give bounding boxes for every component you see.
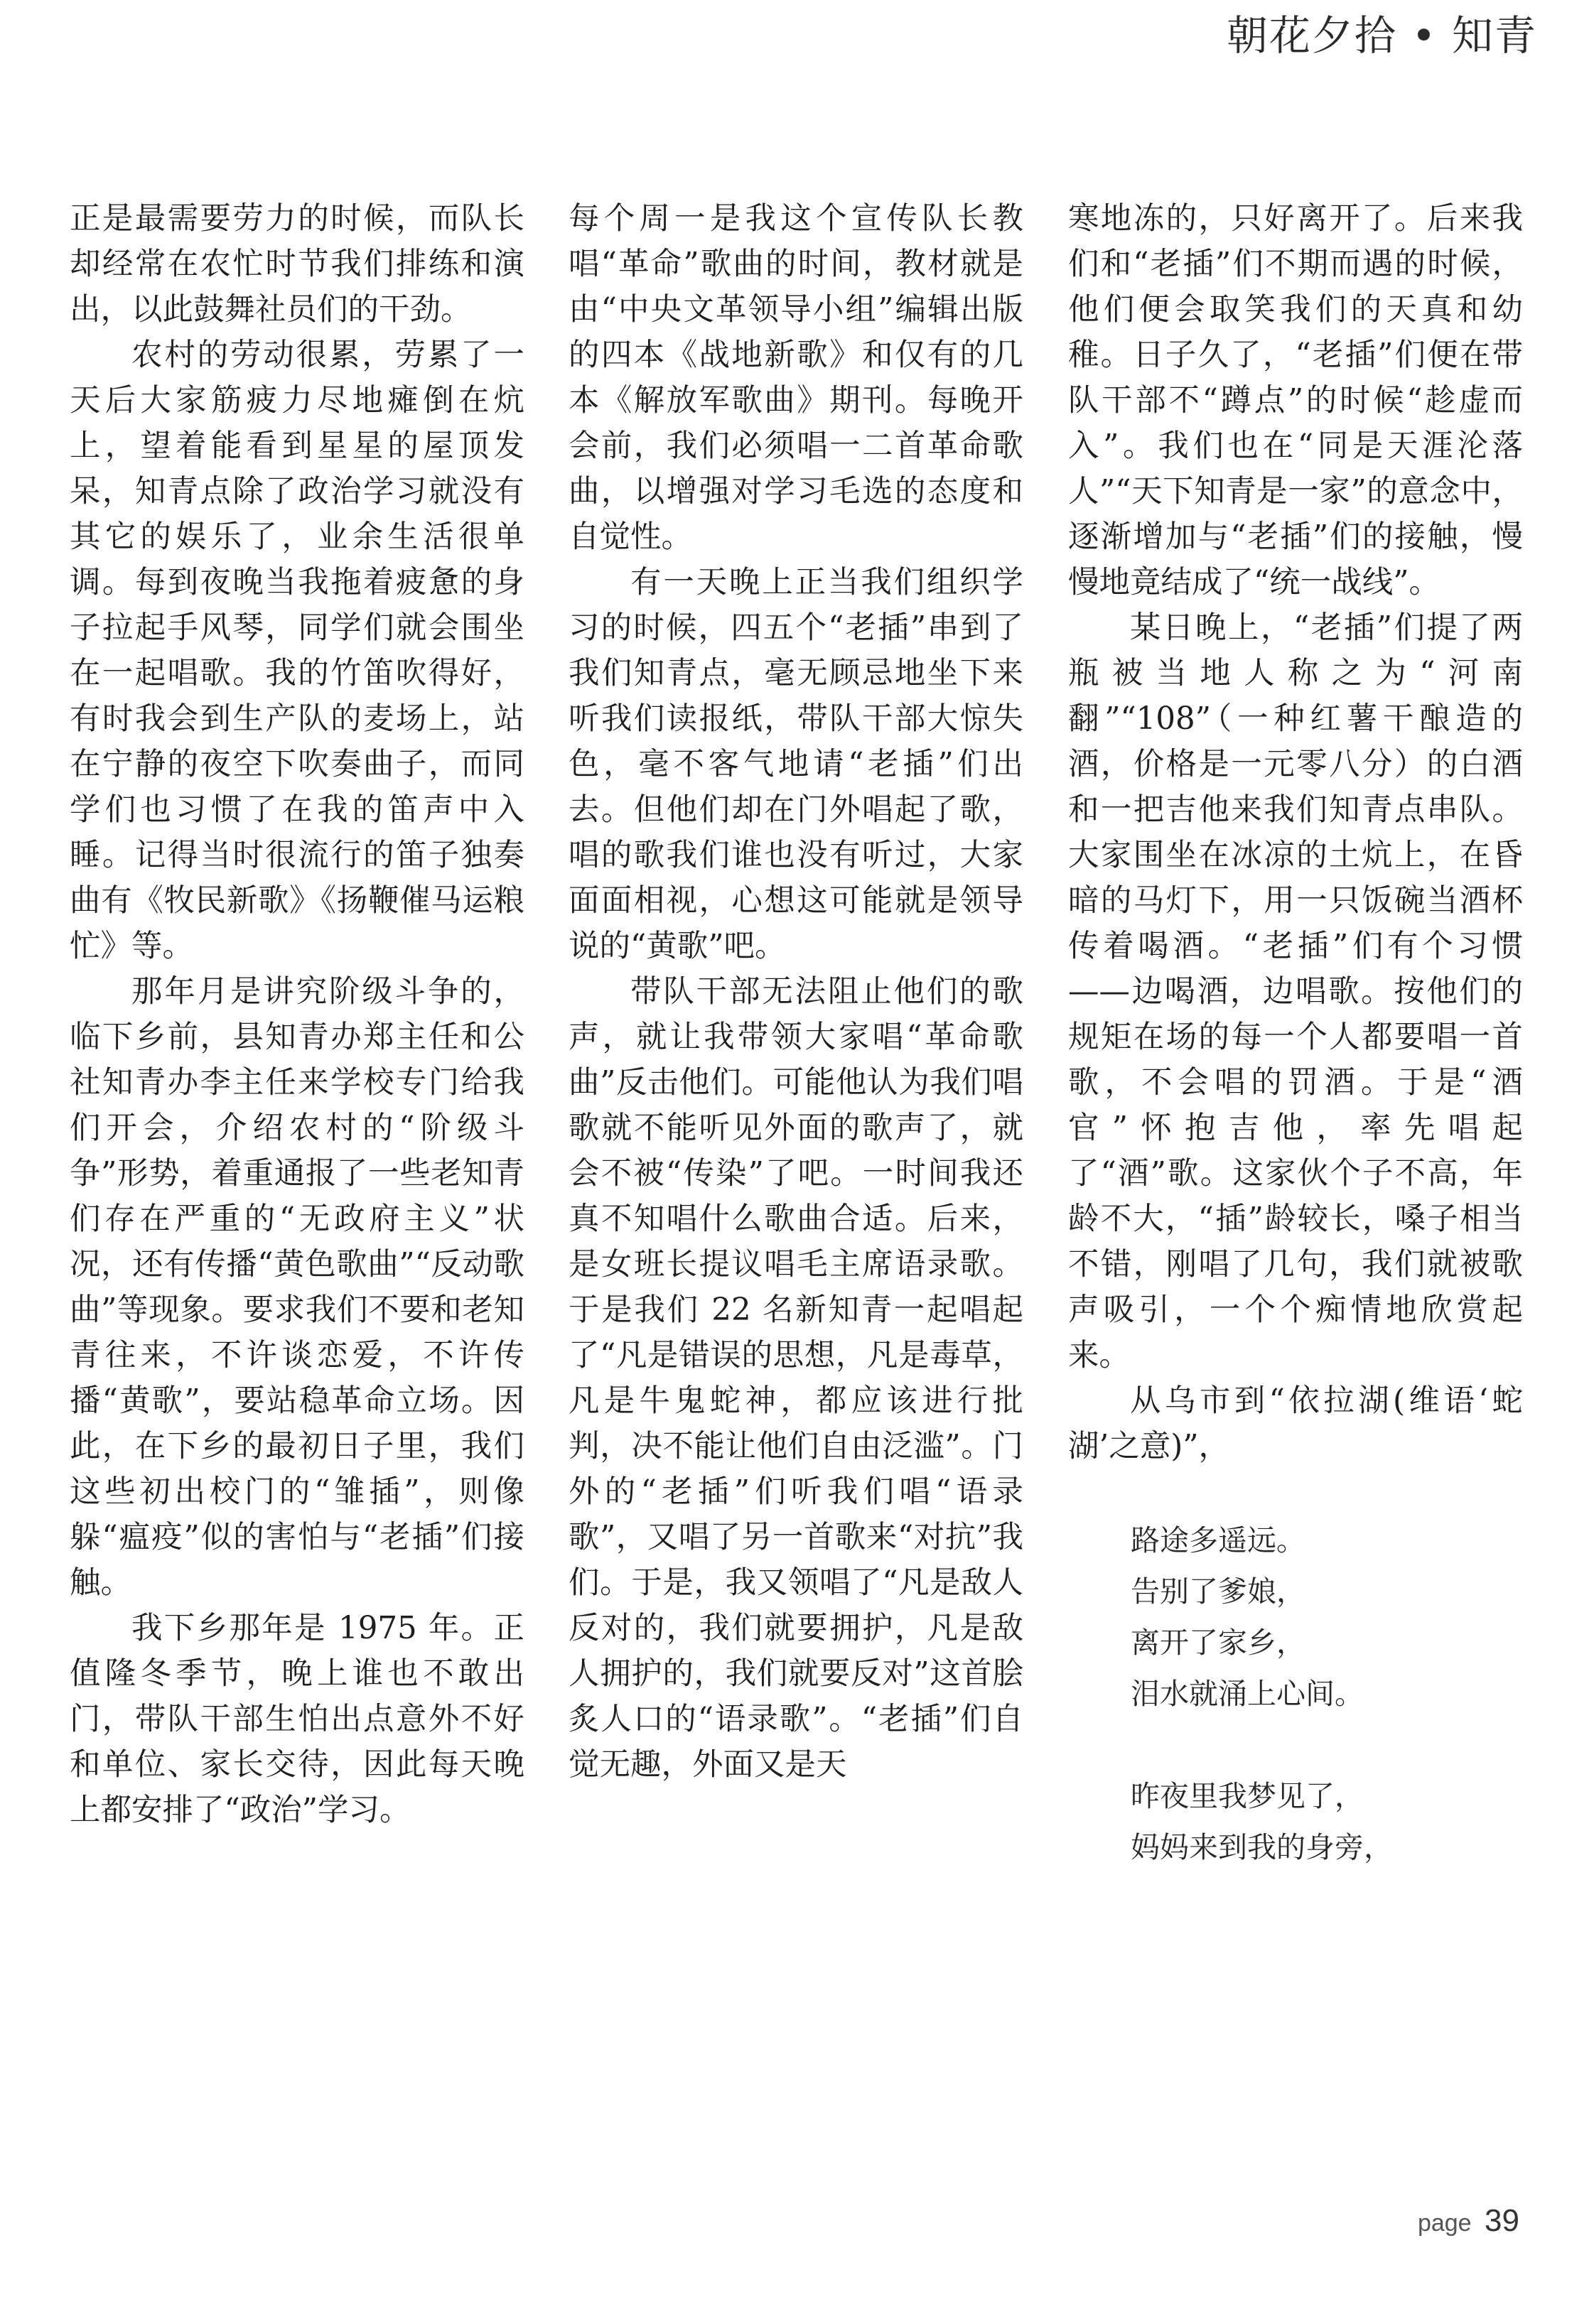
paragraph: 从乌市到“依拉湖(维语‘蛇湖’之意)”， (1068, 1383, 1523, 1464)
lyrics-stanza (1131, 1771, 1523, 1873)
paragraph: 带队干部无法阻止他们的歌声，就让我带领大家唱“革命歌曲”反击他们。可能他认为我们唱歌就不能听见外面的歌声了，就会不被“传染”了吧。一时间我还真不知唱什么歌曲合适。后来，是女班长提议唱毛主席语录歌。于是我们 22 名新知青一起唱起了“凡是错误的思想，凡是毒草，凡是牛鬼蛇神，都应该进行批判，决不能让他们自由泛滥”。门外的“老插”们听我们唱“语录歌”，又唱了另一首歌来“对抗”我们。于是，我又领唱了“凡是敌人反对的，我们就要拥护，凡是敌人拥护的，我们就要反对”这首脍炙人口的“语录歌”。“老插”们自觉无趣，外面又是天 (569, 974, 1023, 1783)
song-lyrics (1068, 1515, 1523, 1873)
paragraph: 每个周一是我这个宣传队长教唱“革命”歌曲的时间，教材就是由“中央文革领导小组”编辑出版的四本《战地新歌》和仅有的几本《解放军歌曲》期刊。每晚开会前，我们必须唱一二首革命歌曲，以增强对学习毛选的态度和自觉性。 (569, 201, 1023, 555)
text-column-2 (569, 196, 1023, 1788)
paragraph: 我下乡那年是 1975 年。正值隆冬季节，晚上谁也不敢出门，带队干部生怕出点意外不好和单位、家长交待，因此每天晚上都安排了“政治”学习。 (70, 1611, 524, 1828)
lyrics-stanza (1131, 1515, 1523, 1719)
paragraph: 农村的劳动很累，劳累了一天后大家筋疲力尽地瘫倒在炕上，望着能看到星星的屋顶发呆，知青点除了政治学习就没有其它的娱乐了，业余生活很单调。每到夜晚当我拖着疲惫的身子拉起手风琴，同学们就会围坐在一起唱歌。我的竹笛吹得好，有时我会到生产队的麦场上，站在宁静的夜空下吹奏曲子，而同学们也习惯了在我的笛声中入睡。记得当时很流行的笛子独奏曲有《牧民新歌》《扬鞭催马运粮忙》等。 (70, 337, 524, 964)
text-column-1 (70, 196, 524, 1833)
lyric-line: 泪水就涌上心间。 (1131, 1677, 1364, 1711)
paragraph: 那年月是讲究阶级斗争的，临下乡前，县知青办郑主任和公社知青办李主任来学校专门给我们开会，介绍农村的“阶级斗争”形势，着重通报了一些老知青们存在严重的“无政府主义”状况，还有传播“黄色歌曲”“反动歌曲”等现象。要求我们不要和老知青往来，不许谈恋爱，不许传播“黄歌”，要站稳革命立场。因此，在下乡的最初日子里，我们这些初出校门的“雏插”，则像躲“瘟疫”似的害怕与“老插”们接触。 (70, 974, 524, 1601)
lyric-line: 告别了爹娘， (1131, 1574, 1305, 1609)
lyric-line: 昨夜里我梦见了， (1131, 1779, 1364, 1813)
page-footer (1418, 2203, 1519, 2239)
paragraph: 寒地冻的，只好离开了。后来我们和“老插”们不期而遇的时候，他们便会取笑我们的天真和幼稚。日子久了，“老插”们便在带队干部不“蹲点”的时候“趁虚而入”。我们也在“同是天涯沦落人”“天下知青是一家”的意念中，逐渐增加与“老插”们的接触，慢慢地竟结成了“统一战线”。 (1068, 201, 1523, 600)
page-label: page (1417, 2210, 1472, 2237)
paragraph: 某日晚上，“老插”们提了两瓶被当地人称之为“河南翻”“108”（一种红薯干酿造的酒，价格是一元零八分）的白酒和一把吉他来我们知青点串队。大家围坐在冰凉的土炕上，在昏暗的马灯下，用一只饭碗当酒杯传着喝酒。“老插”们有个习惯——边喝酒，边唱歌。按他们的规矩在场的每一个人都要唱一首歌，不会唱的罚酒。于是“酒官”怀抱吉他，率先唱起了“酒”歌。这家伙个子不高，年龄不大，“插”龄较长，嗓子相当不错，刚唱了几句，我们就被歌声吸引，一个个痴情地欣赏起来。 (1068, 610, 1523, 1373)
paragraph: 有一天晚上正当我们组织学习的时候，四五个“老插”串到了我们知青点，毫无顾忌地坐下来听我们读报纸，带队干部大惊失色，毫不客气地请“老插”们出去。但他们却在门外唱起了歌，唱的歌我们谁也没有听过，大家面面相视，心想这可能就是领导说的“黄歌”吧。 (569, 565, 1023, 964)
page-number: 39 (1485, 2203, 1519, 2238)
section-header: 朝花夕拾 • 知青 (1226, 11, 1537, 60)
lyric-line: 离开了家乡， (1131, 1626, 1305, 1660)
lyric-line: 路途多遥远。 (1131, 1523, 1305, 1557)
text-column-3 (1068, 196, 1523, 1873)
lyric-line: 妈妈来到我的身旁， (1131, 1830, 1393, 1864)
paragraph: 正是最需要劳力的时候，而队长却经常在农忙时节我们排练和演出，以此鼓舞社员们的干劲。 (70, 201, 524, 328)
